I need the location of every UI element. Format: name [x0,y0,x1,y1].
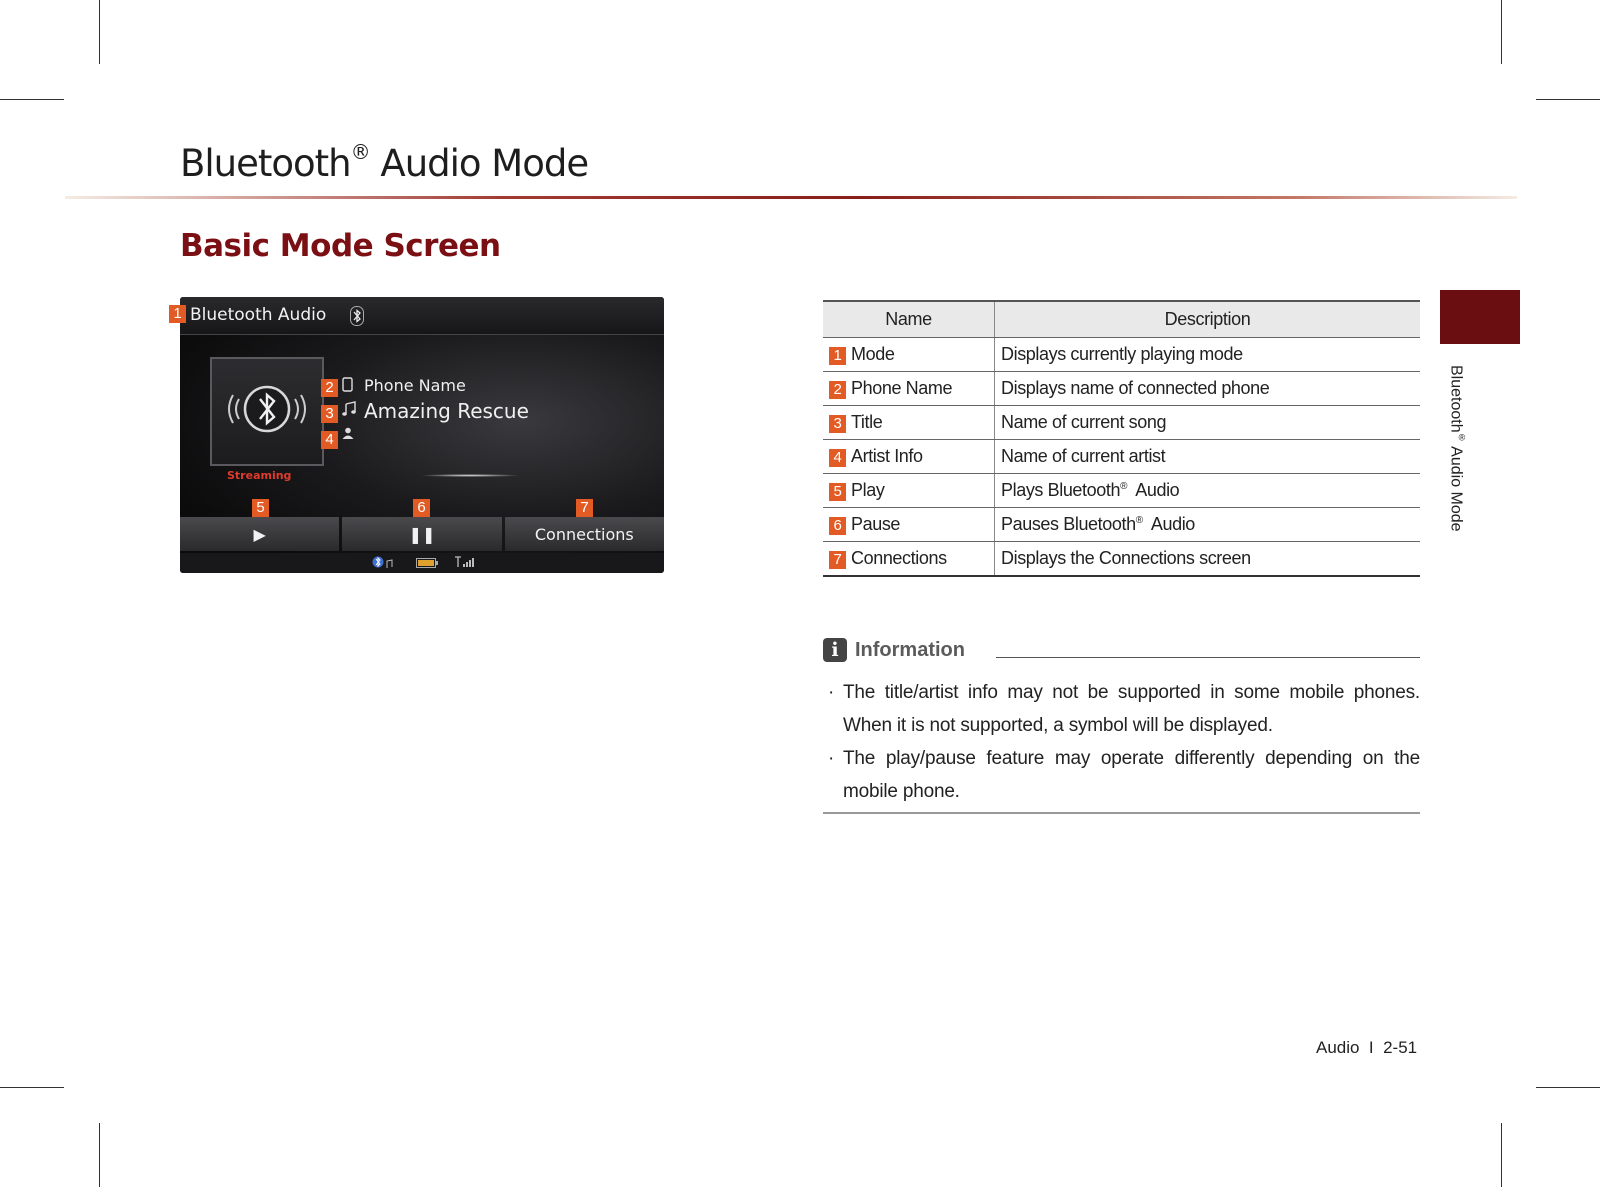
row-description: Name of current song [995,406,1421,440]
crop-mark [1536,99,1600,100]
callout-5: 5 [252,499,269,517]
row-name: Pause [851,514,901,534]
chapter-title-rest: Audio Mode [369,142,589,185]
row-description-rest: Audio [1127,480,1180,500]
screen-header [180,297,664,335]
table-row [823,508,1420,542]
table-row [823,474,1420,508]
crop-mark [1536,1087,1600,1088]
information-title: Information [855,638,965,661]
row-number: 2 [829,381,846,399]
side-label-text: Bluetooth [1447,365,1465,433]
row-name: Phone Name [851,378,953,398]
row-number: 4 [829,449,846,467]
side-tab-label [1443,365,1467,545]
row-description: Displays the Connections screen [995,542,1421,577]
pause-button[interactable]: ❚❚ [342,517,501,551]
row-number: 1 [829,347,846,365]
table-row [823,440,1420,474]
header-name: Name [823,301,995,338]
play-button[interactable]: ▶ [180,517,339,551]
table-row [823,542,1420,577]
phone-name-text: Phone Name [364,376,466,395]
row-description-text: Plays Bluetooth [1001,480,1121,500]
registered-mark: ® [1135,515,1143,526]
crop-mark [1501,1123,1502,1187]
callout-1: 1 [169,305,186,323]
table-row [823,372,1420,406]
row-number: 6 [829,517,846,535]
bluetooth-icon [350,306,364,326]
information-header [823,638,965,662]
row-name: Play [851,480,885,500]
song-title-text: Amazing Rescue [364,399,529,423]
streaming-status: Streaming [227,469,292,482]
table-row [823,338,1420,372]
row-description: Displays name of connected phone [995,372,1421,406]
crop-mark [99,1123,100,1187]
information-divider [996,657,1420,658]
row-number: 3 [829,415,846,433]
callout-7: 7 [576,499,593,517]
row-description-rest: Audio [1142,514,1195,534]
chapter-tab [1440,290,1520,344]
bluetooth-audio-screen [180,297,664,573]
side-label-rest: Audio Mode [1447,442,1465,532]
crop-mark [1501,0,1502,64]
row-description: Name of current artist [995,440,1421,474]
screen-header-title: Bluetooth Audio [190,305,327,325]
music-note-icon [342,401,356,417]
table-header-row [823,301,1420,338]
row-description-text: Pauses Bluetooth [1001,514,1136,534]
description-table [823,300,1420,577]
row-name-cell [823,474,995,508]
row-number: 5 [829,483,846,501]
list-item: · The title/artist info may not be supported in some mobile phones. When it is not supported, a symbol will be displayed. [823,676,1420,742]
phone-icon [342,377,353,392]
row-name-cell [823,542,995,577]
divider-glow [420,474,520,477]
title-divider [65,196,1517,199]
header-description: Description [995,301,1421,338]
battery-icon [416,558,438,568]
row-name-cell [823,440,995,474]
table-row [823,406,1420,440]
row-description [995,508,1421,542]
callout-3: 3 [321,405,338,423]
control-bar [180,517,664,551]
bluetooth-music-status-icon [372,556,394,570]
bluetooth-logo-icon [212,359,322,464]
crop-mark [0,99,64,100]
row-name-cell [823,508,995,542]
chapter-title [180,139,589,185]
row-description: Displays currently playing mode [995,338,1421,372]
connections-button[interactable]: Connections [505,517,664,551]
registered-mark: ® [1457,432,1467,443]
section-title: Basic Mode Screen [180,228,501,264]
row-name: Title [851,412,883,432]
status-bar [180,553,664,573]
row-name-cell [823,338,995,372]
artist-icon [342,427,354,439]
row-name: Mode [851,344,895,364]
row-name-cell [823,372,995,406]
information-list [823,676,1420,808]
row-description [995,474,1421,508]
list-item: · The play/pause feature may operate differently depending on the mobile phone. [823,742,1420,808]
registered-mark: ® [1120,481,1128,492]
row-name: Connections [851,548,947,568]
information-bottom-rule [823,812,1420,814]
callout-2: 2 [321,379,338,397]
callout-4: 4 [321,431,338,449]
crop-mark [99,0,100,64]
registered-mark: ® [350,139,370,164]
crop-mark [0,1087,64,1088]
chapter-title-text: Bluetooth [180,142,351,185]
info-icon: i [823,638,847,662]
album-art [210,357,324,466]
signal-icon [454,556,476,568]
row-name-cell [823,406,995,440]
callout-6: 6 [413,499,430,517]
page-number: Audio I 2-51 [1316,1038,1418,1057]
row-name: Artist Info [851,446,923,466]
row-number: 7 [829,551,846,569]
